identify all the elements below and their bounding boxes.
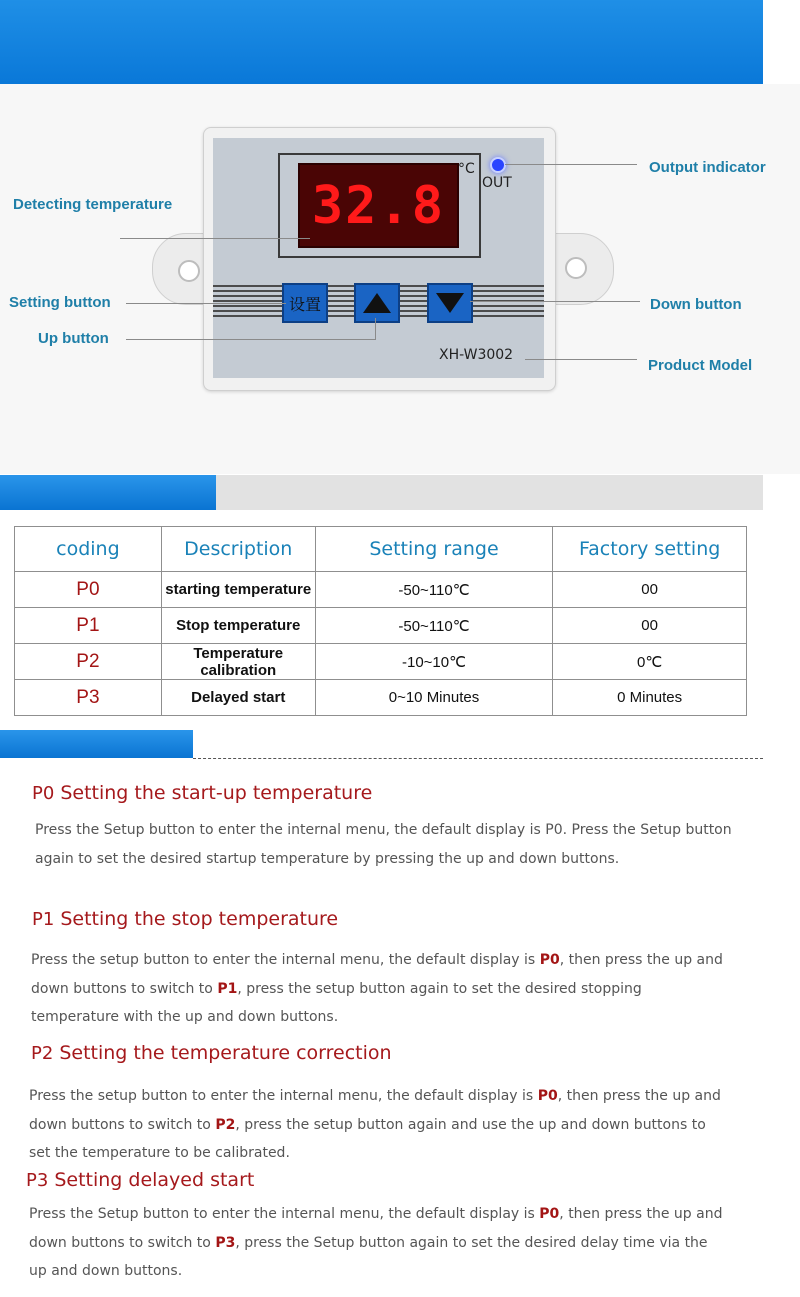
callout-down-button: Down button — [650, 296, 742, 313]
callout-output-indicator: Output indicator — [649, 159, 766, 176]
section-body-p3 — [29, 1200, 729, 1286]
table-row — [15, 608, 747, 644]
callout-line-detecting — [120, 238, 310, 239]
down-arrow-icon — [436, 293, 464, 313]
section-code: P3 — [26, 1170, 49, 1191]
cell-range: -10~10℃ — [315, 644, 553, 680]
cell-description: starting temperature — [161, 572, 315, 608]
cell-description: Stop temperature — [161, 608, 315, 644]
model-label: XH-W3002 — [439, 347, 514, 363]
section-body-p2 — [29, 1082, 729, 1168]
inline-code: P0 — [539, 952, 560, 968]
header-coding: coding — [15, 527, 162, 572]
cell-factory: 00 — [553, 608, 747, 644]
set-key-label: 设置 — [288, 294, 321, 314]
section-code: P2 — [31, 1043, 54, 1064]
set-key[interactable] — [282, 283, 328, 323]
header-setting-range: Setting range — [315, 527, 553, 572]
table-row — [15, 680, 747, 716]
callout-line-up-vertical — [375, 318, 376, 339]
down-key[interactable] — [427, 283, 473, 323]
table-header-row — [15, 527, 747, 572]
section-bar-accent — [0, 475, 216, 510]
body-text: , press the Setup button again to set the desired delay time via the up and down buttons. — [29, 1234, 708, 1279]
section-title-p2 — [31, 1042, 392, 1064]
table-row — [15, 644, 747, 680]
cell-factory: 00 — [553, 572, 747, 608]
callout-product-model: Product Model — [648, 357, 753, 374]
section-code: P0 — [32, 783, 55, 804]
table-row — [15, 572, 747, 608]
body-text: , then press the up and down buttons to switch to — [29, 1206, 723, 1251]
inline-code: P3 — [215, 1234, 236, 1251]
callout-line-up — [126, 339, 376, 340]
cell-range: -50~110℃ — [315, 608, 553, 644]
cell-range: -50~110℃ — [315, 572, 553, 608]
cell-code: P2 — [15, 644, 162, 680]
up-key[interactable] — [354, 283, 400, 323]
section-bar — [216, 475, 763, 510]
callout-detecting-temperature: Detecting temperature — [13, 196, 173, 213]
cell-description: Temperature calibration — [161, 644, 315, 680]
cell-description: Delayed start — [161, 680, 315, 716]
body-text: Press the setup button to enter the internal menu, the default display is — [31, 952, 540, 968]
body-text: , press the setup button again and use the up and down buttons to set the temperature to be calibrated. — [29, 1116, 706, 1161]
inline-code: P0 — [537, 1088, 558, 1104]
section-body-p0 — [35, 816, 735, 873]
body-text: , press the setup button again to set the desired stopping temperature with the up and down buttons. — [31, 980, 642, 1025]
body-text: Press the Setup button to enter the internal menu, the default display is P0. Press the Setup button again to set the desired startup temperature by pressing the up and down buttons. — [35, 822, 732, 867]
output-led-icon — [490, 157, 506, 173]
out-label: OUT — [482, 175, 512, 191]
temperature-display — [298, 163, 459, 248]
section-title-p1 — [32, 908, 338, 930]
cell-factory: 0 Minutes — [553, 680, 747, 716]
top-banner — [0, 0, 763, 84]
divider-accent — [0, 730, 193, 758]
callout-line-output — [505, 164, 637, 165]
section-code: P1 — [32, 909, 55, 930]
section-body-p1 — [31, 946, 731, 1032]
section-title-text: Setting the temperature correction — [59, 1042, 392, 1064]
inline-code: P2 — [215, 1116, 236, 1133]
inline-code: P0 — [539, 1206, 560, 1222]
unit-label: °C — [458, 161, 475, 177]
body-text: Press the setup button to enter the internal menu, the default display is — [29, 1088, 538, 1104]
mounting-hole-right — [565, 257, 587, 279]
callout-setting-button: Setting button — [9, 294, 111, 311]
up-arrow-icon — [363, 293, 391, 313]
section-title-text: Setting the stop temperature — [60, 908, 339, 930]
body-text: Press the Setup button to enter the internal menu, the default display is — [29, 1206, 540, 1222]
cell-code: P1 — [15, 608, 162, 644]
callout-line-setting — [126, 303, 286, 304]
body-text: , then press the up and down buttons to switch to — [31, 952, 723, 997]
cell-code: P0 — [15, 572, 162, 608]
dashed-divider — [193, 758, 763, 759]
callout-line-model — [525, 359, 637, 360]
section-title-p0 — [32, 782, 372, 804]
header-description: Description — [161, 527, 315, 572]
display-value: 32.8 — [311, 175, 446, 236]
parameter-table — [14, 526, 747, 716]
inline-code: P1 — [217, 980, 238, 997]
callout-line-down — [470, 301, 640, 302]
mounting-hole-left — [178, 260, 200, 282]
section-title-p3 — [26, 1169, 254, 1191]
cell-factory: 0℃ — [553, 644, 747, 680]
header-factory-setting: Factory setting — [553, 527, 747, 572]
body-text: , then press the up and down buttons to switch to — [29, 1088, 721, 1133]
section-title-text: Setting the start-up temperature — [60, 782, 373, 804]
section-title-text: Setting delayed start — [54, 1169, 255, 1191]
cell-range: 0~10 Minutes — [315, 680, 553, 716]
cell-code: P3 — [15, 680, 162, 716]
callout-up-button: Up button — [38, 330, 109, 347]
